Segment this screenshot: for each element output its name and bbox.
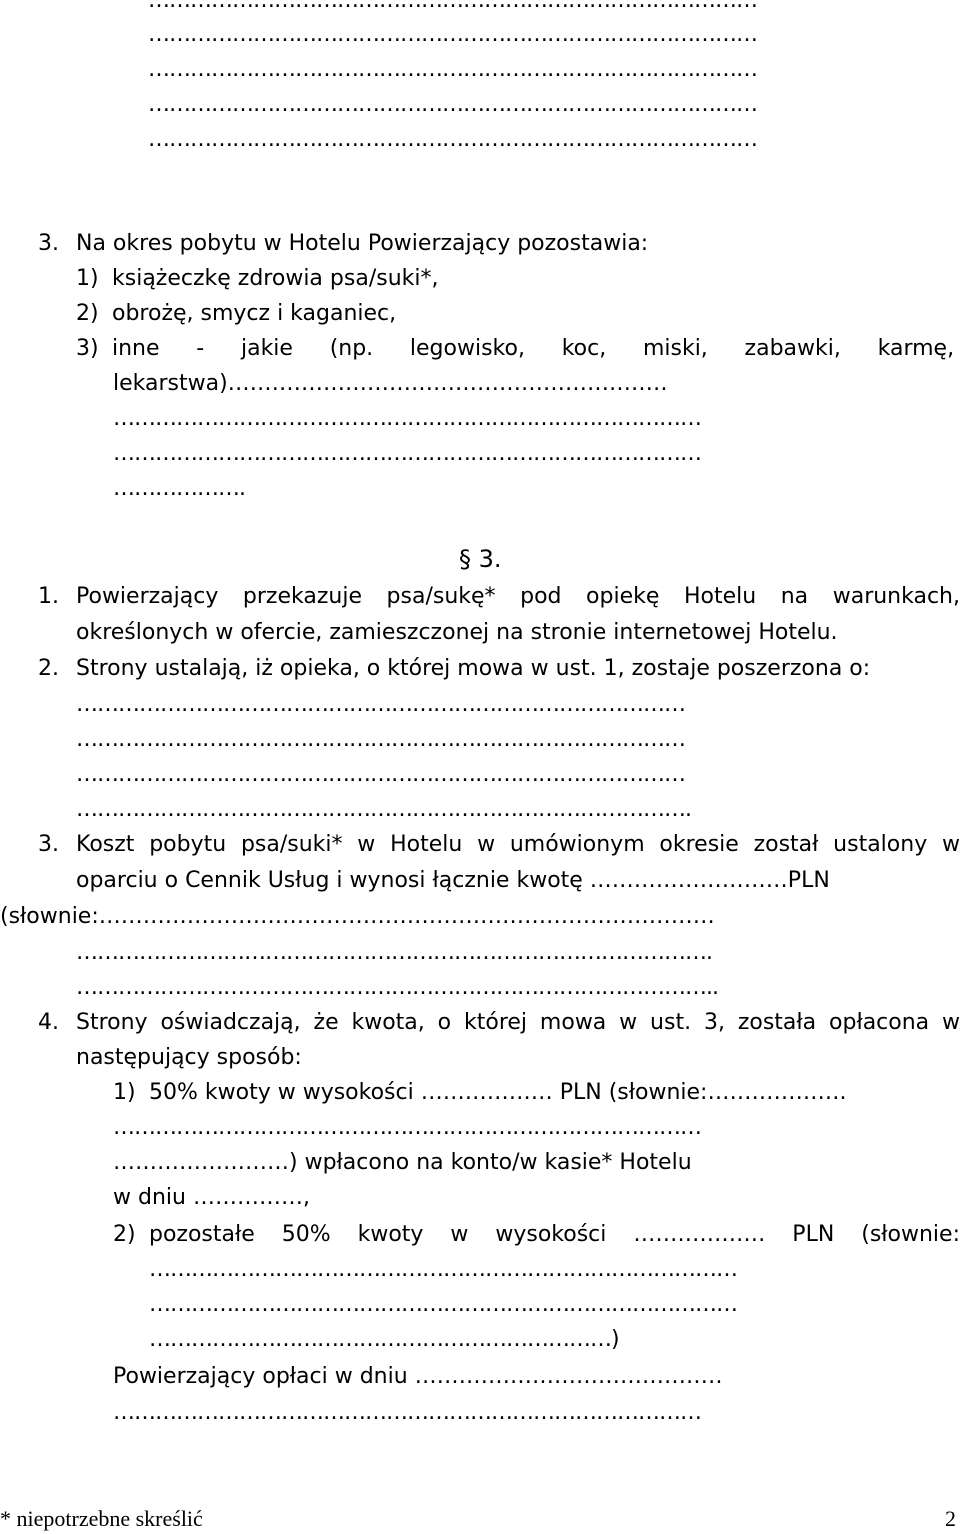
word: psa/suki* <box>240 832 343 857</box>
section-sign: § <box>459 545 471 573</box>
item3-sub2-number: 2) <box>76 301 99 326</box>
p1-line1 <box>38 584 960 610</box>
p3-line3: (słownie:………………………………………………………………………… <box>0 904 715 929</box>
word: pozostałe <box>149 1222 255 1247</box>
item3-intro-line <box>38 231 648 257</box>
top-dots-2: …………………………………………………………………………… <box>148 22 757 47</box>
word: została <box>737 1010 817 1035</box>
p4-sub1-text: 50% kwoty w wysokości ……………… PLN (słownie:………………. <box>149 1080 847 1105</box>
p2-number: 2. <box>38 656 59 681</box>
word: ……………… <box>633 1222 766 1247</box>
page-number: 2 <box>945 1506 956 1531</box>
p2-dots-1: …………………………………………………………………………… <box>76 692 685 717</box>
p2-dots-4: ……………………………………………………………………………. <box>76 797 691 822</box>
p1-text <box>76 584 960 610</box>
item3-sub1-number: 1) <box>76 266 99 291</box>
item3-sub3-text <box>112 336 954 362</box>
word: w <box>450 1222 469 1247</box>
word: mowa <box>539 1010 607 1035</box>
p4-sub2-payment: Powierzający opłaci w dniu …………………………………… <box>113 1364 723 1389</box>
word: miski, <box>642 336 708 361</box>
p4-sub2-dots-3: …………………………………………………………) <box>149 1327 619 1352</box>
word: opiekę <box>586 584 660 609</box>
item3-sub1-line <box>76 266 438 292</box>
p4-sub2-end-dots: ………………………………………………………………………… <box>113 1400 701 1425</box>
item3-number: 3. <box>38 231 59 256</box>
item3-sub1: książeczkę zdrowia psa/suki*, <box>112 266 439 291</box>
word: której <box>464 1010 528 1035</box>
word: że <box>313 1010 339 1035</box>
word: Hotelu <box>683 584 757 609</box>
top-dots-3: …………………………………………………………………………… <box>148 57 757 82</box>
item3-sub2: obrożę, smycz i kaganiec, <box>112 301 397 326</box>
item3-dots-3: ………………. <box>113 476 245 501</box>
top-dots-1: …………………………………………………………………………… <box>148 0 757 13</box>
p3-text <box>76 832 960 858</box>
word: Hotelu <box>390 832 463 857</box>
word: przekazuje <box>242 584 362 609</box>
section-heading <box>459 546 502 572</box>
p4-sub2-text <box>149 1222 960 1248</box>
p3-dots-1: ………………………………………………………………………………. <box>76 940 712 965</box>
p4-sub1-dots: ………………………………………………………………………… <box>113 1115 701 1140</box>
p3-line1 <box>38 832 960 858</box>
word: Strony <box>76 1010 148 1035</box>
item3-dots-1: ………………………………………………………………………… <box>113 406 701 431</box>
word: w <box>942 1010 960 1035</box>
word: pod <box>520 584 562 609</box>
p3-dots-2: ……………………………………………………………………………….. <box>76 975 718 1000</box>
word: legowisko, <box>409 336 525 361</box>
word: wysokości <box>495 1222 607 1247</box>
p1-line2: określonych w ofercie, zamieszczonej na stronie internetowej Hotelu. <box>76 620 838 645</box>
word: 50% <box>281 1222 331 1247</box>
word: - <box>196 336 205 361</box>
p4-sub2-dots-1: ………………………………………………………………………… <box>149 1257 737 1282</box>
p4-number: 4. <box>38 1010 59 1035</box>
word: koc, <box>561 336 607 361</box>
word: opłacona <box>829 1010 930 1035</box>
word: (np. <box>329 336 374 361</box>
word: okresie <box>659 832 739 857</box>
p4-sub2-dots-2: ………………………………………………………………………… <box>149 1292 737 1317</box>
word: ustalony <box>833 832 928 857</box>
word: warunkach, <box>832 584 960 609</box>
word: 3, <box>703 1010 725 1035</box>
p2-line1 <box>38 656 870 682</box>
p4-sub1-date: w dniu ……………, <box>113 1185 310 1210</box>
p4-sub2-line <box>113 1222 960 1248</box>
top-dots-5: …………………………………………………………………………… <box>148 127 757 152</box>
p4-line1 <box>38 1010 960 1036</box>
p4-sub2-number: 2) <box>113 1222 136 1247</box>
word: oświadczają, <box>160 1010 301 1035</box>
word: inne <box>112 336 160 361</box>
item3-intro: Na okres pobytu w Hotelu Powierzający pozostawia: <box>76 231 649 256</box>
p2-dots-3: …………………………………………………………………………… <box>76 762 685 787</box>
word: ust. <box>650 1010 692 1035</box>
word: jakie <box>240 336 293 361</box>
word: w <box>477 832 496 857</box>
word: kwota, <box>351 1010 425 1035</box>
word: umówionym <box>509 832 645 857</box>
item3-sub3-line <box>76 336 954 362</box>
p1-number: 1. <box>38 584 59 609</box>
word: w <box>619 1010 638 1035</box>
word: zabawki, <box>744 336 841 361</box>
item3-dots-2: ………………………………………………………………………… <box>113 441 701 466</box>
p4-line2: następujący sposób: <box>76 1045 302 1070</box>
p3-number: 3. <box>38 832 59 857</box>
word: w <box>357 832 376 857</box>
word: na <box>780 584 809 609</box>
word: o <box>437 1010 452 1035</box>
word: (słownie: <box>861 1222 960 1247</box>
word: kwoty <box>357 1222 424 1247</box>
p3-line2: oparciu o Cennik Usług i wynosi łącznie kwotę ………………………PLN <box>76 868 830 893</box>
word: Powierzający <box>76 584 219 609</box>
word: PLN <box>792 1222 835 1247</box>
p4-sub1-number: 1) <box>113 1080 136 1105</box>
p2-dots-2: …………………………………………………………………………… <box>76 727 685 752</box>
p4-sub1-continuation: ……………………) wpłacono na konto/w kasie* Hotelu <box>113 1150 692 1175</box>
word: w <box>942 832 960 857</box>
footnote: * niepotrzebne skreślić <box>0 1506 203 1531</box>
p2-text: Strony ustalają, iż opieka, o której mowa w ust. 1, zostaje poszerzona o: <box>76 656 871 681</box>
item3-sub3-continuation: lekarstwa)…………………………………………………… <box>113 371 668 396</box>
section-number: 3. <box>478 545 502 573</box>
item3-sub3-number: 3) <box>76 336 99 361</box>
word: psa/sukę* <box>386 584 496 609</box>
word: karmę, <box>877 336 955 361</box>
item3-sub2-line <box>76 301 396 327</box>
word: Koszt <box>76 832 135 857</box>
top-dots-4: …………………………………………………………………………… <box>148 92 757 117</box>
p4-text <box>76 1010 960 1036</box>
p4-sub1-line <box>113 1080 846 1106</box>
word: został <box>753 832 819 857</box>
word: pobytu <box>149 832 227 857</box>
